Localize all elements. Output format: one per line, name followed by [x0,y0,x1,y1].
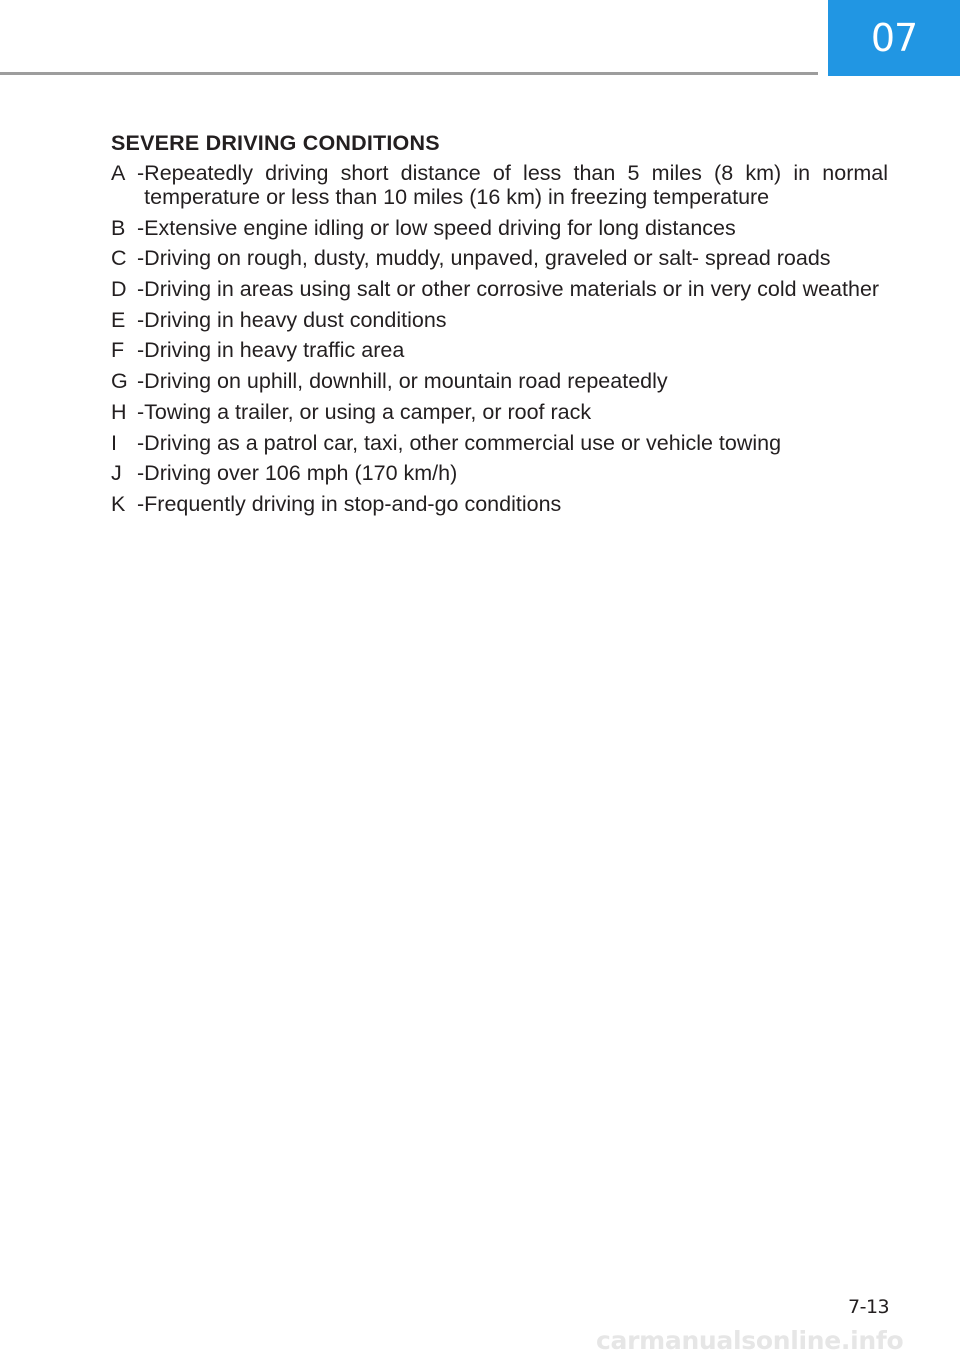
condition-text: Towing a trailer, or using a camper, or roof rack [144,399,592,424]
chapter-tab [828,0,960,76]
conditions-list [111,161,888,516]
condition-text: Driving on rough, dusty, muddy, unpaved, graveled or salt- spread roads [144,246,831,271]
list-item: B - Extensive engine idling or low speed driving for long distances [111,216,888,240]
condition-text: Extensive engine idling or low speed driving for long distances [144,215,736,240]
condition-letter: E [111,307,126,332]
condition-letter: H [111,399,127,424]
condition-text: Frequently driving in stop-and-go conditions [144,491,562,516]
list-item: A - Repeatedly driving short distance of less than 5 miles (8 km) in normal temperature or less than 10 miles (16 km) in freezing temperature [111,161,888,209]
condition-letter: G [111,369,128,394]
condition-letter: J [111,461,122,486]
list-item: J - Driving over 106 mph (170 km/h) [111,461,888,485]
list-item: C - Driving on rough, dusty, muddy, unpaved, graveled or salt- spread roads [111,246,888,270]
condition-text: Driving as a patrol car, taxi, other commercial use or vehicle towing [144,430,782,455]
header-rule [0,72,818,75]
list-item: D - Driving in areas using salt or other corrosive materials or in very cold weather [111,277,888,301]
condition-text: Driving in heavy dust conditions [144,307,447,332]
section-title: SEVERE DRIVING CONDITIONS [111,131,440,155]
condition-text: Driving in heavy traffic area [144,338,405,363]
list-item: E - Driving in heavy dust conditions [111,308,888,332]
list-item: I - Driving as a patrol car, taxi, other commercial use or vehicle towing [111,431,888,455]
list-item: G - Driving on uphill, downhill, or mountain road repeatedly [111,369,888,393]
condition-letter: I [111,430,117,455]
chapter-number: 07 [870,16,918,60]
condition-letter: B [111,215,126,240]
condition-letter: A [111,161,126,185]
condition-letter: K [111,491,126,516]
condition-text: Repeatedly driving short distance of less than 5 miles (8 km) in normal temperature or less than 10 miles (16 km) in freezing temperature [144,161,888,209]
condition-text: Driving in areas using salt or other corrosive materials or in very cold weather [144,277,880,302]
list-item: H - Towing a trailer, or using a camper, or roof rack [111,400,888,424]
watermark: carmanualsonline.info [596,1326,904,1355]
condition-letter: F [111,338,125,363]
condition-text: Driving on uphill, downhill, or mountain road repeatedly [144,369,668,394]
page-number: 7-13 [848,1296,890,1318]
condition-letter: D [111,277,127,302]
page-content [111,131,888,523]
condition-letter: C [111,246,127,271]
list-item: F - Driving in heavy traffic area [111,338,888,362]
list-item: K - Frequently driving in stop-and-go conditions [111,492,888,516]
condition-text: Driving over 106 mph (170 km/h) [144,461,458,486]
